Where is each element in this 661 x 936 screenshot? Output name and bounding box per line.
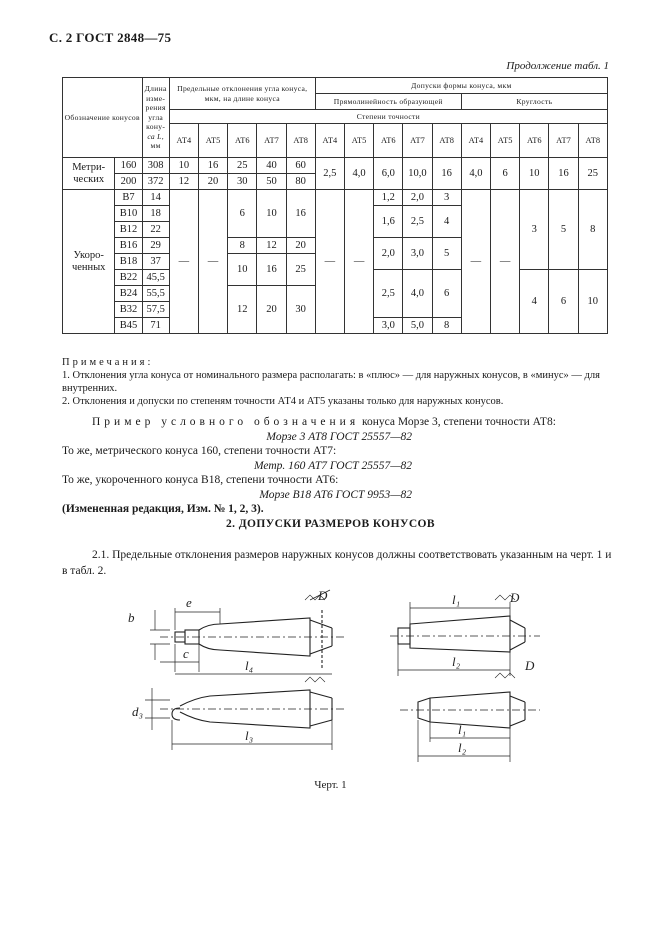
label-D-1: D: [318, 588, 328, 603]
grade-cell: АТ4: [169, 124, 198, 158]
table-cell: 1,6: [374, 206, 403, 238]
grade-cell: АТ5: [344, 124, 373, 158]
table-cell: B24: [115, 286, 142, 302]
grade-cell: АТ6: [520, 124, 549, 158]
label-b: b: [128, 610, 135, 625]
table-cell: B32: [115, 302, 142, 318]
table-cell: 6: [432, 270, 461, 318]
grade-cell: АТ7: [549, 124, 578, 158]
grade-cell: АТ8: [578, 124, 607, 158]
label-D-3: D: [525, 658, 535, 673]
table-cell: 4,0: [344, 158, 373, 190]
table-cell: 6: [490, 158, 519, 190]
label-l4: l₄: [245, 658, 254, 673]
table-cell: 4,0: [403, 270, 432, 318]
notes-block: [62, 356, 612, 408]
drawing-fig-1: [100, 580, 560, 775]
label-e: e: [186, 595, 192, 610]
header-straightness: Прямолинейность образующей: [315, 94, 461, 110]
table-cell: 3,0: [374, 318, 403, 334]
example-designation-2: Метр. 160 АТ7 ГОСТ 25557—82: [253, 459, 412, 472]
table-cell: 16: [432, 158, 461, 190]
grade-cell: АТ7: [403, 124, 432, 158]
table-cell: B18: [115, 254, 142, 270]
label-l2-1: l₂: [452, 654, 461, 669]
table-cell: 20: [198, 174, 227, 190]
table-cell: —: [461, 190, 490, 334]
table-cell: B7: [115, 190, 142, 206]
table-cell: 71: [142, 318, 169, 334]
table-cell: 40: [257, 158, 286, 174]
table-cell: 80: [286, 174, 315, 190]
table-cell: 3: [432, 190, 461, 206]
table-cell: 12: [228, 286, 257, 334]
table-cell: 10: [257, 190, 286, 238]
table-cell: 8: [432, 318, 461, 334]
table-cell: 372: [142, 174, 169, 190]
grade-cell: АТ8: [432, 124, 461, 158]
table-cell: 308: [142, 158, 169, 174]
label-d3: d₃: [132, 704, 144, 719]
table-cell: 10,0: [403, 158, 432, 190]
table-cell: B22: [115, 270, 142, 286]
table-cell: 18: [142, 206, 169, 222]
table-cell: 10: [578, 270, 607, 334]
example-line-1: Пример условного обозначения конуса Морзе 3, степени точности АТ8:: [92, 416, 556, 428]
table-cell: 25: [228, 158, 257, 174]
group-label-metric: Метри-ческих: [63, 158, 115, 190]
table-cell: 200: [115, 174, 142, 190]
table-cell: 25: [578, 158, 607, 190]
paragraph-2-1: 2.1. Предельные отклонения размеров наружных конусов должны соответствовать указанным на черт. 1 и в табл. 2.: [62, 549, 612, 577]
grade-cell: АТ8: [286, 124, 315, 158]
grade-cell: АТ6: [374, 124, 403, 158]
group-label-shortened: Укоро-ченных: [63, 190, 115, 334]
example-line-3: То же, укороченного конуса В18, степени точности АТ6:: [62, 474, 339, 486]
example-designation-3: Морзе В18 АТ6 ГОСТ 9953—82: [259, 488, 412, 501]
table-cell: 2,5: [403, 206, 432, 238]
designation-examples: [62, 415, 612, 517]
table-cell: 1,2: [374, 190, 403, 206]
table-cell: 12: [257, 238, 286, 254]
table-cell: 5: [549, 190, 578, 270]
table-cell: 30: [286, 286, 315, 334]
table-cell: 2,0: [403, 190, 432, 206]
table-row: [63, 158, 608, 174]
label-D-2: D: [510, 590, 520, 605]
table-cell: 4,0: [461, 158, 490, 190]
table-cell: 50: [257, 174, 286, 190]
table-cell: 8: [228, 238, 257, 254]
grade-cell: АТ5: [490, 124, 519, 158]
table-cell: 3: [520, 190, 549, 270]
table-cell: 22: [142, 222, 169, 238]
table-cell: 45,5: [142, 270, 169, 286]
table-cell: 4: [432, 206, 461, 238]
shank-chamfered: [400, 692, 540, 728]
table-cell: 16: [257, 254, 286, 286]
shank-plain: [390, 616, 540, 652]
table-row: [63, 190, 608, 206]
table-cell: 16: [198, 158, 227, 174]
table-cell: 10: [228, 254, 257, 286]
label-c: c: [183, 646, 189, 661]
table-cell: 55,5: [142, 286, 169, 302]
table-cell: B16: [115, 238, 142, 254]
table-cell: —: [315, 190, 344, 334]
table-cell: 30: [228, 174, 257, 190]
table-cell: 2,5: [315, 158, 344, 190]
table-cell: 2,5: [374, 270, 403, 318]
label-l1-1: l₁: [452, 592, 461, 607]
grade-cell: АТ5: [198, 124, 227, 158]
table-cell: 6,0: [374, 158, 403, 190]
table-cell: B45: [115, 318, 142, 334]
table-cell: 60: [286, 158, 315, 174]
example-line-2: То же, метрического конуса 160, степени точности АТ7:: [62, 445, 337, 457]
table-cell: B12: [115, 222, 142, 238]
table-cell: —: [169, 190, 198, 334]
table-cell: 57,5: [142, 302, 169, 318]
header-designation: Обозначение конусов: [63, 78, 143, 158]
table-cell: 10: [169, 158, 198, 174]
notes-title: Примечания:: [62, 357, 154, 368]
table-cell: 20: [286, 238, 315, 254]
table-cell: —: [344, 190, 373, 334]
table-cell: 3,0: [403, 238, 432, 270]
table-cell: 16: [286, 190, 315, 238]
table-continuation-label: Продолжение табл. 1: [506, 60, 609, 72]
note-2: 2. Отклонения и допуски по степеням точности АТ4 и АТ5 указаны только для наружных конусов.: [62, 396, 504, 407]
page-header: С. 2 ГОСТ 2848—75: [49, 30, 172, 45]
table-cell: 2,0: [374, 238, 403, 270]
tolerance-table: [62, 77, 608, 334]
table-cell: 4: [520, 270, 549, 334]
table-cell: 14: [142, 190, 169, 206]
header-form-tolerance: Допуски формы конуса, мкм: [315, 78, 607, 94]
table-cell: 6: [549, 270, 578, 334]
table-cell: 16: [549, 158, 578, 190]
edit-note: (Измененная редакция, Изм. № 1, 2, 3).: [62, 503, 264, 515]
table-cell: 5: [432, 238, 461, 270]
table-cell: 12: [169, 174, 198, 190]
shank-rounded-end: [160, 690, 345, 728]
grade-cell: АТ4: [315, 124, 344, 158]
header-angle-deviation: Предельные отклонения угла конуса, мкм, на длине конуса: [169, 78, 315, 110]
label-l1-2: l₁: [458, 722, 467, 737]
table-cell: B10: [115, 206, 142, 222]
section-title: 2. ДОПУСКИ РАЗМЕРОВ КОНУСОВ: [226, 518, 435, 530]
header-grades: Степени точности: [169, 110, 607, 124]
table-cell: 29: [142, 238, 169, 254]
grade-cell: АТ6: [228, 124, 257, 158]
grade-cell: АТ7: [257, 124, 286, 158]
table-cell: 20: [257, 286, 286, 334]
grade-cell: АТ4: [461, 124, 490, 158]
table-cell: 6: [228, 190, 257, 238]
label-l2-2: l₂: [458, 740, 467, 755]
table-cell: 8: [578, 190, 607, 270]
label-l3: l₃: [245, 728, 254, 743]
table-cell: 5,0: [403, 318, 432, 334]
example-designation-1: Морзе 3 АТ8 ГОСТ 25557—82: [266, 430, 412, 443]
table-cell: 160: [115, 158, 142, 174]
header-length: Длина изме- рения угла кону- са L, мм: [142, 78, 169, 158]
table-cell: 25: [286, 254, 315, 286]
table-cell: 37: [142, 254, 169, 270]
table-cell: —: [198, 190, 227, 334]
table-cell: 10: [520, 158, 549, 190]
header-roundness: Круглость: [461, 94, 607, 110]
figure-caption: Черт. 1: [314, 779, 347, 791]
table-cell: —: [490, 190, 519, 334]
note-1: 1. Отклонения угла конуса от номинального размера располагать: в «плюс» — для наружных конусов, в «минус» — для внутренних.: [62, 370, 600, 394]
